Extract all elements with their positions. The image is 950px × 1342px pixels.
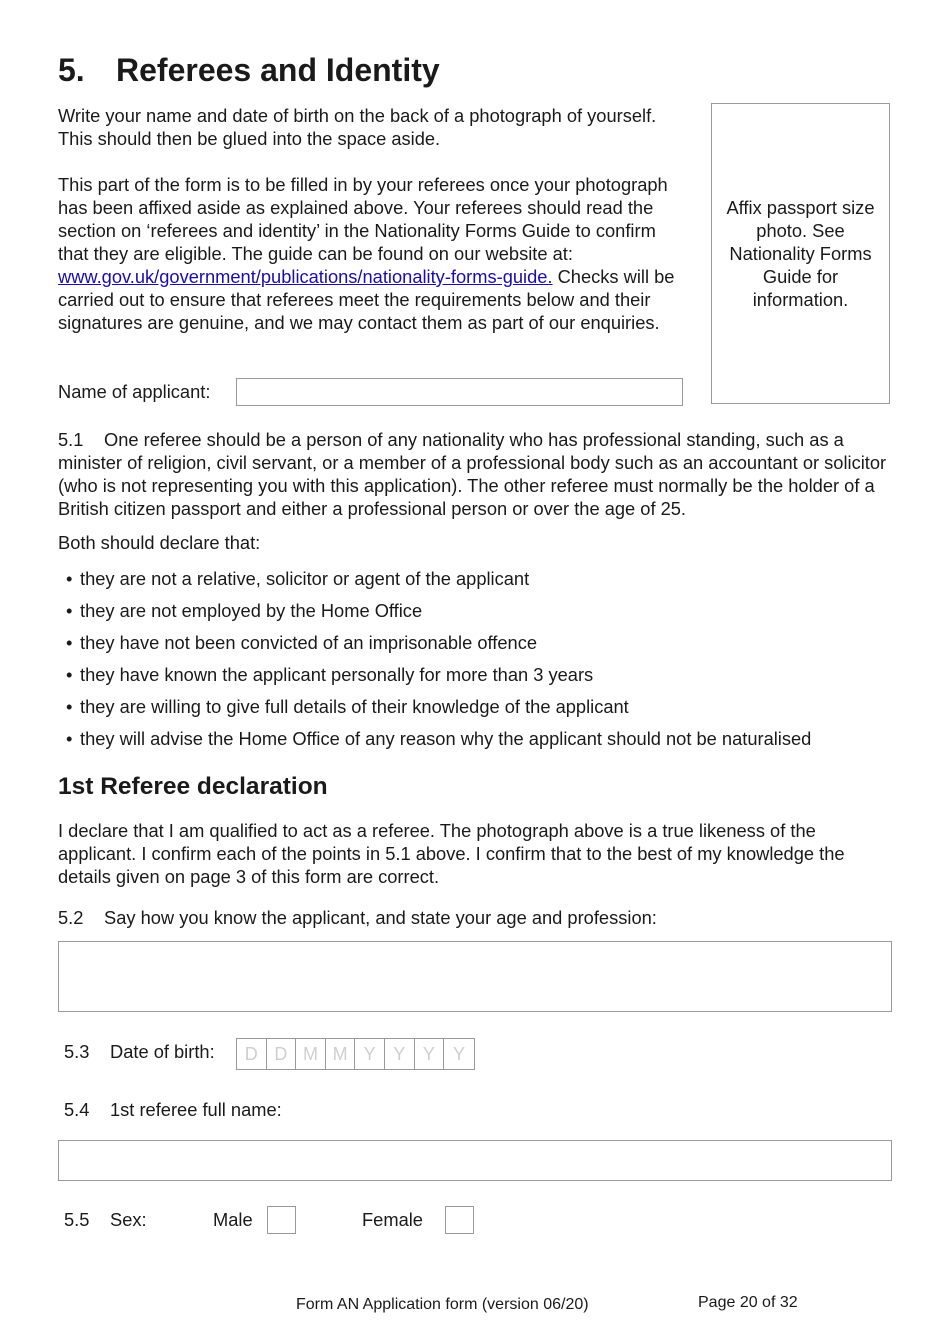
bullet-text: they are not employed by the Home Office <box>80 600 423 621</box>
date-of-birth-input[interactable] <box>236 1038 475 1070</box>
question-5-5-label: Sex: <box>110 1209 147 1230</box>
question-5-1-text: One referee should be a person of any nationality who has professional standing, such as a minister of religion, civil servant, or a member of a professional body such as an accountant or solicitor (who is not representing you with this application). The other referee must normally be the holder of a British citizen passport and either a professional person or over the age of 25. <box>58 429 887 519</box>
nationality-guide-link[interactable]: www.gov.uk/government/publications/nationality-forms-guide. <box>58 266 553 287</box>
date-of-birth-cell[interactable]: Y <box>355 1039 385 1069</box>
bullet-text: they have not been convicted of an imprisonable offence <box>80 632 538 653</box>
bullet-marker: • <box>66 664 73 685</box>
date-of-birth-cell[interactable]: D <box>237 1039 267 1069</box>
bullet-text: they are willing to give full details of their knowledge of the applicant <box>80 696 629 717</box>
referee-relationship-input[interactable] <box>58 941 892 1012</box>
declare-intro: Both should declare that: <box>58 532 261 553</box>
intro-paragraph-2 <box>58 173 688 334</box>
section-title-text: Referees and Identity <box>116 52 440 88</box>
date-of-birth-cell[interactable]: M <box>296 1039 326 1069</box>
question-5-2-number: 5.2 <box>58 907 84 928</box>
declaration-bullet-item <box>66 631 811 663</box>
question-5-3-label: Date of birth: <box>110 1041 215 1062</box>
question-5-1-number: 5.1 <box>58 429 84 450</box>
footer-page-number: Page 20 of 32 <box>698 1294 798 1311</box>
bullet-marker: • <box>66 632 73 653</box>
bullet-text: they are not a relative, solicitor or agent of the applicant <box>80 568 530 589</box>
referee-1-heading: 1st Referee declaration <box>58 773 328 800</box>
question-5-4-number: 5.4 <box>64 1099 90 1120</box>
declaration-bullet-item <box>66 695 811 727</box>
referee-full-name-input[interactable] <box>58 1140 892 1181</box>
female-checkbox[interactable] <box>445 1206 474 1234</box>
applicant-name-input[interactable] <box>236 378 683 406</box>
bullet-marker: • <box>66 728 73 749</box>
male-checkbox[interactable] <box>267 1206 296 1234</box>
bullet-marker: • <box>66 600 73 621</box>
declaration-bullet-item <box>66 663 811 695</box>
bullet-text: they have known the applicant personally for more than 3 years <box>80 664 594 685</box>
bullet-marker: • <box>66 696 73 717</box>
declaration-bullet-list <box>66 567 811 759</box>
declaration-bullet-item <box>66 727 811 759</box>
intro-text-after-link: Checks will be carried out to ensure that referees meet the requirements below and their signatures are genuine, and we may contact them as part of our enquiries. <box>58 266 675 333</box>
intro-paragraph-1: Write your name and date of birth on the back of a photograph of yourself. This should then be glued into the space aside. <box>58 105 657 149</box>
footer-form-name: Form AN Application form (version 06/20) <box>296 1296 589 1313</box>
referee-1-declaration: I declare that I am qualified to act as a referee. The photograph above is a true likeness of the applicant. I confirm each of the points in 5.1 above. I confirm that to the best of my knowledge the details given on page 3 of this form are correct. <box>58 820 845 887</box>
date-of-birth-cell[interactable]: D <box>267 1039 297 1069</box>
date-of-birth-cell[interactable]: M <box>326 1039 356 1069</box>
declaration-bullet-item <box>66 567 811 599</box>
question-5-5-number: 5.5 <box>64 1209 90 1230</box>
date-of-birth-cell[interactable]: Y <box>415 1039 445 1069</box>
declaration-bullet-item <box>66 599 811 631</box>
bullet-text: they will advise the Home Office of any reason why the applicant should not be naturalised <box>80 728 812 749</box>
female-option-label: Female <box>362 1209 423 1230</box>
question-5-1 <box>58 428 898 520</box>
date-of-birth-cell[interactable]: Y <box>385 1039 415 1069</box>
bullet-marker: • <box>66 568 73 589</box>
section-title <box>58 50 440 90</box>
intro-text-before-link: This part of the form is to be filled in by your referees once your photograph has been affixed aside as explained above. Your referees should read the section on ‘referees and identity’ in the Nationality Forms Guide to confirm that they are eligible. The guide can be found on our website at: <box>58 174 668 264</box>
question-5-4-label: 1st referee full name: <box>110 1099 282 1120</box>
photo-box-text: Affix passport size photo. See Nationality Forms Guide for information. <box>726 197 875 310</box>
question-5-2 <box>58 906 657 929</box>
applicant-name-label: Name of applicant: <box>58 381 211 402</box>
question-5-3-number: 5.3 <box>64 1041 90 1062</box>
question-5-2-label: Say how you know the applicant, and state your age and profession: <box>104 907 657 928</box>
photo-box <box>711 103 890 404</box>
date-of-birth-cell[interactable]: Y <box>452 1043 465 1064</box>
male-option-label: Male <box>213 1209 253 1230</box>
section-number: 5. <box>58 52 85 88</box>
